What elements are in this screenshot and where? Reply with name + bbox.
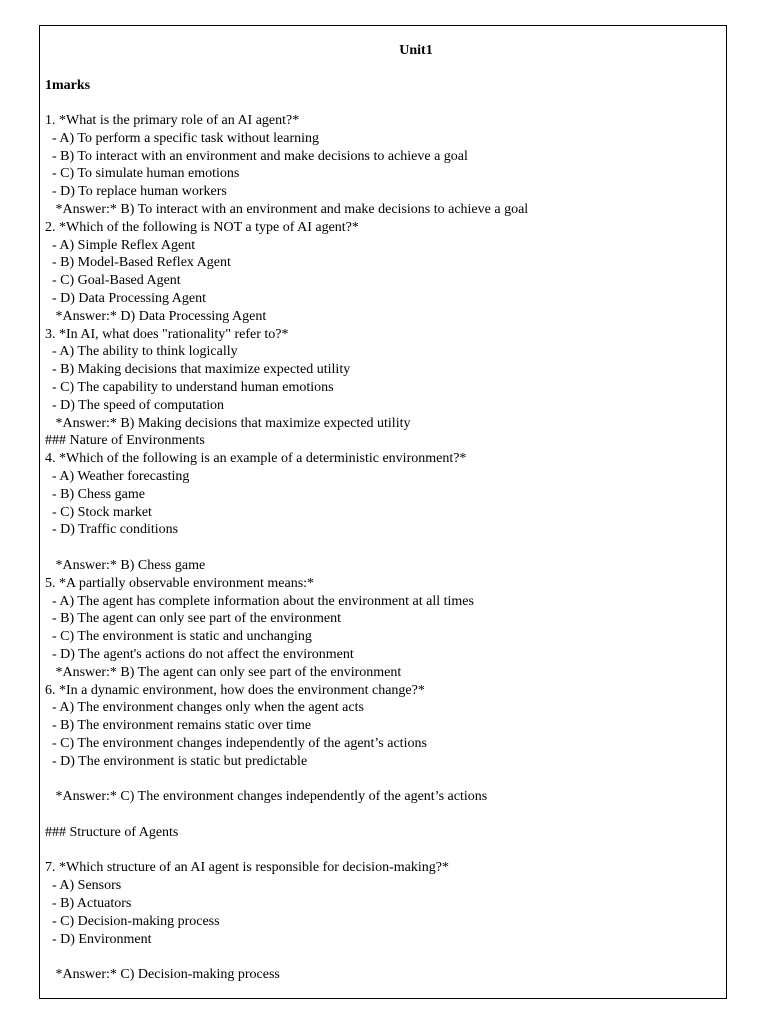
question-text: 7. *Which structure of an AI agent is responsible for decision-making?* — [45, 860, 449, 876]
question-text: 5. *A partially observable environment means:* — [45, 575, 315, 591]
section-heading: ### Nature of Environments — [45, 433, 205, 449]
option-text: - A) The ability to think logically — [45, 344, 238, 360]
section-heading: ### Structure of Agents — [45, 824, 179, 840]
option-text: - B) Chess game — [45, 486, 145, 502]
question-text: 1. *What is the primary role of an AI agent?* — [45, 113, 300, 128]
document-title: Unit1 — [399, 43, 433, 58]
answer-text: *Answer:* B) Chess game — [45, 557, 206, 573]
option-text: - C) The environment is static and unchanging — [45, 629, 312, 645]
answer-text: *Answer:* D) Data Processing Agent — [45, 308, 267, 324]
question-text: 2. *Which of the following is NOT a type of AI agent?* — [45, 219, 359, 235]
option-text: - A) To perform a specific task without learning — [45, 130, 320, 146]
section-marks-heading: 1marks — [45, 78, 91, 93]
option-text: - A) Simple Reflex Agent — [45, 237, 196, 253]
option-text: - B) To interact with an environment and make decisions to achieve a goal — [45, 148, 468, 164]
option-text: - C) Decision-making process — [45, 913, 220, 929]
option-text: - C) The environment changes independently of the agent’s actions — [45, 735, 427, 751]
option-text: - C) Stock market — [45, 504, 152, 520]
option-text: - B) The agent can only see part of the environment — [45, 611, 341, 627]
answer-text: *Answer:* B) Making decisions that maximize expected utility — [45, 415, 411, 431]
option-text: - B) Actuators — [45, 896, 132, 912]
option-text: - A) Weather forecasting — [45, 468, 190, 484]
option-text: - B) The environment remains static over time — [45, 718, 312, 734]
option-text: - D) To replace human workers — [45, 184, 227, 200]
question-text: 3. *In AI, what does "rationality" refer to?* — [45, 326, 289, 342]
question-text: 4. *Which of the following is an example of a deterministic environment?* — [45, 451, 467, 467]
question-list — [45, 112, 721, 984]
answer-text: *Answer:* B) The agent can only see part of the environment — [45, 664, 402, 680]
option-text: - A) Sensors — [45, 878, 122, 894]
blank-line — [45, 948, 721, 966]
answer-text: *Answer:* C) The environment changes independently of the agent’s actions — [45, 789, 488, 805]
option-text: - D) The speed of computation — [45, 397, 224, 413]
option-text: - D) The environment is static but predictable — [45, 753, 308, 769]
option-text: - B) Making decisions that maximize expected utility — [45, 362, 351, 378]
option-text: - C) Goal-Based Agent — [45, 273, 181, 289]
option-text: - A) The environment changes only when the agent acts — [45, 700, 364, 716]
option-text: - D) The agent's actions do not affect the environment — [45, 646, 354, 662]
blank-line — [45, 842, 721, 860]
option-text: - D) Environment — [45, 931, 152, 947]
blank-line — [45, 770, 721, 788]
option-text: - C) To simulate human emotions — [45, 166, 240, 182]
blank-line — [45, 539, 721, 557]
answer-text: *Answer:* C) Decision-making process — [45, 967, 280, 983]
question-text: 6. *In a dynamic environment, how does the environment change?* — [45, 682, 425, 698]
answer-text: *Answer:* B) To interact with an environment and make decisions to achieve a goal — [45, 201, 529, 217]
option-text: - B) Model-Based Reflex Agent — [45, 255, 231, 271]
option-text: - A) The agent has complete information about the environment at all times — [45, 593, 474, 609]
option-text: - C) The capability to understand human emotions — [45, 379, 334, 395]
document-body — [45, 42, 721, 984]
option-text: - D) Traffic conditions — [45, 522, 179, 538]
blank-line — [45, 806, 721, 824]
option-text: - D) Data Processing Agent — [45, 290, 206, 306]
